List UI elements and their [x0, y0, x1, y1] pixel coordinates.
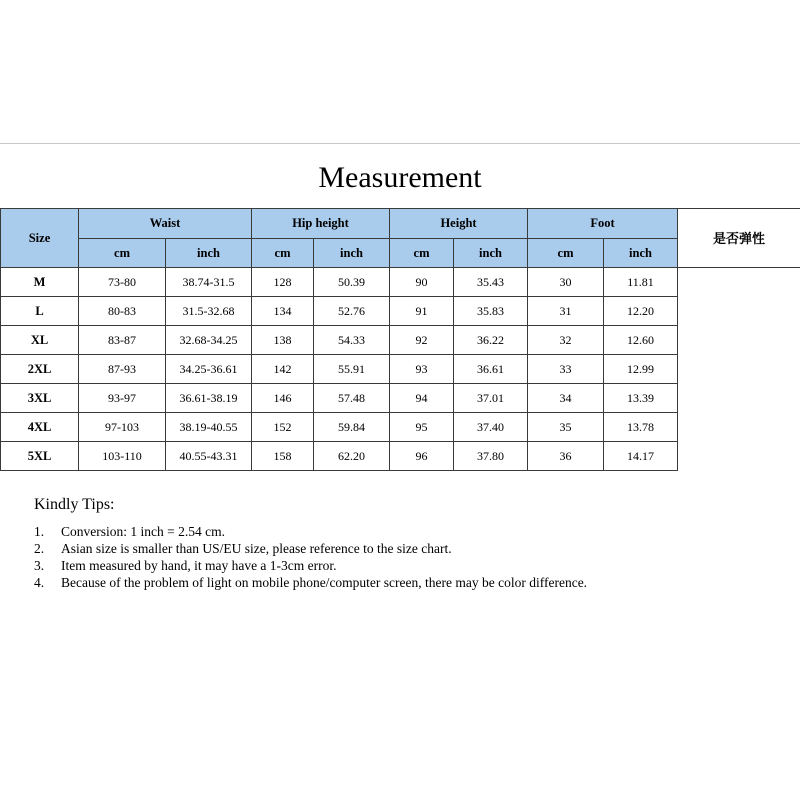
table-cell: 93	[390, 355, 454, 384]
tip-item	[34, 574, 774, 591]
tip-text: Item measured by hand, it may have a 1-3cm error.	[61, 558, 337, 573]
unit-header: inch	[166, 239, 252, 268]
table-cell: 34.25-36.61	[166, 355, 252, 384]
unit-header: cm	[252, 239, 314, 268]
unit-header: cm	[390, 239, 454, 268]
header-hip-height: Hip height	[252, 209, 390, 239]
table-cell: 83-87	[79, 326, 166, 355]
tip-item	[34, 523, 774, 540]
table-cell: 90	[390, 268, 454, 297]
table-cell: 35	[528, 413, 604, 442]
tip-text: Conversion: 1 inch = 2.54 cm.	[61, 524, 225, 539]
table-cell: 34	[528, 384, 604, 413]
table-cell: 138	[252, 326, 314, 355]
header-foot: Foot	[528, 209, 678, 239]
tip-item	[34, 540, 774, 557]
elastic-column-blank	[678, 268, 800, 471]
table-cell: 92	[390, 326, 454, 355]
table-cell: 31.5-32.68	[166, 297, 252, 326]
size-cell: XL	[1, 326, 79, 355]
table-cell: 55.91	[314, 355, 390, 384]
table-cell: 95	[390, 413, 454, 442]
table-cell: 12.20	[604, 297, 678, 326]
tips-title: Kindly Tips:	[34, 496, 115, 513]
table-cell: 36.61-38.19	[166, 384, 252, 413]
size-cell: 3XL	[1, 384, 79, 413]
table-cell: 13.78	[604, 413, 678, 442]
size-cell: 5XL	[1, 442, 79, 471]
table-cell: 14.17	[604, 442, 678, 471]
table-cell: 97-103	[79, 413, 166, 442]
tip-number: 1.	[34, 524, 45, 539]
table-cell: 54.33	[314, 326, 390, 355]
table-cell: 146	[252, 384, 314, 413]
table-cell: 96	[390, 442, 454, 471]
table-cell: 103-110	[79, 442, 166, 471]
tip-number: 3.	[34, 558, 45, 573]
table-cell: 11.81	[604, 268, 678, 297]
table-cell: 35.43	[454, 268, 528, 297]
header-waist: Waist	[79, 209, 252, 239]
table-cell: 38.19-40.55	[166, 413, 252, 442]
unit-header: inch	[454, 239, 528, 268]
table-cell: 93-97	[79, 384, 166, 413]
table-cell: 36	[528, 442, 604, 471]
table-cell: 37.80	[454, 442, 528, 471]
size-chart-table	[0, 208, 800, 471]
table-cell: 152	[252, 413, 314, 442]
table-cell: 33	[528, 355, 604, 384]
table-cell: 80-83	[79, 297, 166, 326]
table-cell: 128	[252, 268, 314, 297]
table-cell: 36.61	[454, 355, 528, 384]
size-cell: L	[1, 297, 79, 326]
header-height: Height	[390, 209, 528, 239]
unit-header: cm	[528, 239, 604, 268]
table-cell: 12.99	[604, 355, 678, 384]
table-cell: 31	[528, 297, 604, 326]
tip-item	[34, 557, 774, 574]
table-cell: 57.48	[314, 384, 390, 413]
table-cell: 38.74-31.5	[166, 268, 252, 297]
tip-number: 4.	[34, 575, 45, 590]
table-cell: 52.76	[314, 297, 390, 326]
table-cell: 13.39	[604, 384, 678, 413]
table-cell: 40.55-43.31	[166, 442, 252, 471]
table-cell: 91	[390, 297, 454, 326]
table-cell: 35.83	[454, 297, 528, 326]
kindly-tips	[34, 495, 774, 591]
table-row	[1, 268, 800, 297]
header-size: Size	[1, 209, 79, 268]
table-cell: 32	[528, 326, 604, 355]
table-cell: 94	[390, 384, 454, 413]
tips-list	[34, 523, 774, 591]
size-cell: 4XL	[1, 413, 79, 442]
table-cell: 158	[252, 442, 314, 471]
table-cell: 37.01	[454, 384, 528, 413]
table-cell: 142	[252, 355, 314, 384]
table-cell: 87-93	[79, 355, 166, 384]
table-cell: 30	[528, 268, 604, 297]
size-cell: 2XL	[1, 355, 79, 384]
table-cell: 62.20	[314, 442, 390, 471]
size-cell: M	[1, 268, 79, 297]
top-divider	[0, 143, 800, 144]
table-cell: 50.39	[314, 268, 390, 297]
table-cell: 59.84	[314, 413, 390, 442]
table-cell: 134	[252, 297, 314, 326]
table-cell: 32.68-34.25	[166, 326, 252, 355]
tip-text: Asian size is smaller than US/EU size, please reference to the size chart.	[61, 541, 452, 556]
unit-header: cm	[79, 239, 166, 268]
table-cell: 12.60	[604, 326, 678, 355]
table-cell: 36.22	[454, 326, 528, 355]
unit-header: inch	[314, 239, 390, 268]
tip-text: Because of the problem of light on mobile phone/computer screen, there may be color difference.	[61, 575, 588, 590]
table-cell: 73-80	[79, 268, 166, 297]
table-cell: 37.40	[454, 413, 528, 442]
page-title: Measurement	[318, 161, 482, 194]
tip-number: 2.	[34, 541, 45, 556]
header-elastic: 是否弹性	[678, 209, 800, 268]
unit-header: inch	[604, 239, 678, 268]
